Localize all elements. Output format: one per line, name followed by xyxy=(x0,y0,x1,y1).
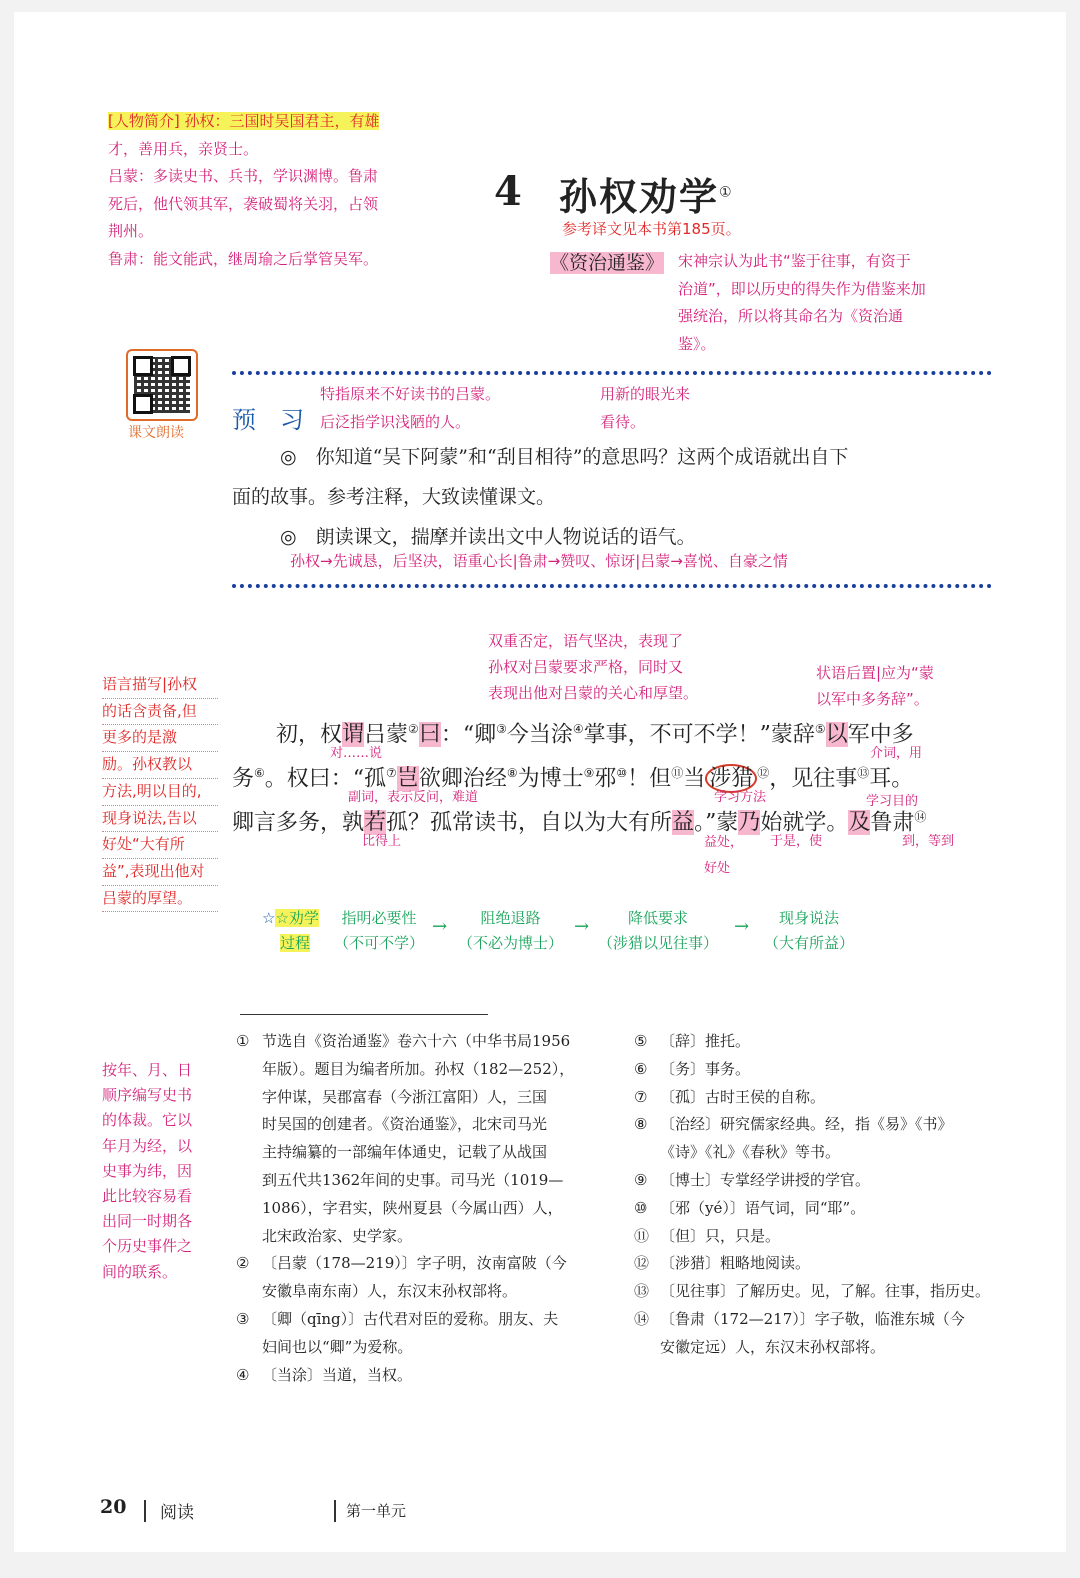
main-text-line-1: 初，权谓吕蒙②曰：“卿③今当涂④掌事，不可不学！”蒙辞⑤以军中多 xyxy=(276,722,914,748)
footnote: ③ 〔卿（qīng）〕古代君对臣的爱称。朋友、夫 妇间也以“卿”为爱称。 xyxy=(236,1309,559,1356)
flow-arrow: → xyxy=(734,916,750,937)
qr-label: 课文朗读 xyxy=(128,425,184,441)
dotted-rule-top xyxy=(232,371,992,375)
anno-study-method: 学习方法 xyxy=(714,790,767,805)
footnote: ⑩ 〔邪（yé）〕语气词，同“耶”。 xyxy=(634,1198,866,1217)
qr-code[interactable] xyxy=(126,349,198,421)
shelie-circled: 涉猎 xyxy=(705,764,757,793)
footer-divider xyxy=(144,1500,146,1522)
anno-study-goal: 学习目的 xyxy=(866,794,919,809)
reference-translation-note: 参考译文见本书第185页。 xyxy=(562,220,741,238)
footnotes-left-column xyxy=(236,1028,606,1389)
flow-step-1: 指明必要性 （不可不学） xyxy=(334,909,425,952)
bio-line: 才，善用兵，亲贤士。 xyxy=(108,139,259,158)
character-bio-note xyxy=(108,108,468,273)
double-negative-note: 双重否定，语气坚决，表现了 孙权对吕蒙要求严格，同时又 表现出他对吕蒙的关心和厚望。 xyxy=(488,632,699,702)
flow-arrow: → xyxy=(574,916,590,937)
anno-dui-shuo: 对……说 xyxy=(330,746,383,761)
preview-heading: 预 习 xyxy=(232,406,304,434)
footnote: ② 〔吕蒙（178—219）〕字子明，汝南富陂（今 安徽阜南东南）人，东汉末孙权部将。 xyxy=(236,1254,567,1301)
preview-item-1: ◎ 你知道“吴下阿蒙”和“刮目相待”的意思吗？这两个成语就出自下 xyxy=(280,446,849,468)
footnote: ⑤ 〔辞〕推托。 xyxy=(634,1032,751,1050)
dotted-rule-bottom xyxy=(232,584,992,588)
footer-unit: 第一单元 xyxy=(346,1502,407,1520)
bio-line: 死后，他代领其军，袭破蜀将关羽，占领 xyxy=(108,194,379,213)
book-title: 《资治通鉴》 xyxy=(550,252,665,274)
footnote: ① 节选自《资治通鉴》卷六十六（中华书局1956 年版）。题目为编者所加。孙权（182—252）， 字仲谋，吴郡富春（今浙江富阳）人，三国 时吴国的创建者。《资治通鉴》，北宋司马光 主持编纂的一部编年体通史，记载了从战国 到五代共1362年间的史事。司马光（1019— 1086），字君实，陕州夏县（今属山西）人， 北宋政治家、史学家。 xyxy=(236,1032,575,1245)
footnote: ⑭ 〔鲁肃（172—217）〕字子敬，临淮东城（今 安徽定远）人，东汉末孙权部将。 xyxy=(634,1309,965,1356)
zizhi-note-lines: 宋神宗认为此书“鉴于往事，有资于 治道”，即以历史的得失作为借鉴来加 强统治，所以将其命名为《资治通 鉴》。 xyxy=(678,252,926,353)
footnote: ⑪ 〔但〕只，只是。 xyxy=(634,1226,781,1245)
adverbial-postposition-note: 状语后置|应为“蒙 以军中多务辞”。 xyxy=(816,664,934,708)
footnote: ⑨ 〔博士〕专掌经学讲授的学官。 xyxy=(634,1170,871,1189)
bio-line: 荆州。 xyxy=(108,222,154,240)
preview-item-2: ◎ 朗读课文，揣摩并读出文中人物说话的语气。 xyxy=(280,526,696,548)
footnote: ⑦ 〔孤〕古时王侯的自称。 xyxy=(634,1087,826,1106)
footnote-separator xyxy=(240,1014,488,1015)
preview-anno-right: 用新的眼光来 看待。 xyxy=(600,385,691,431)
footer-divider xyxy=(334,1500,336,1522)
footnote: ⑫ 〔涉猎〕粗略地阅读。 xyxy=(634,1254,811,1273)
chronicle-style-note: 按年、月、日 顺序编写史书 的体裁。它以 年月为经，以 史事为纬，因 此比较容易看 出同一时期各 个历史事件之 间的联系。 xyxy=(102,1061,193,1281)
study-process-label: ☆☆劝学 过程 xyxy=(262,909,319,952)
textbook-page xyxy=(14,12,1066,1552)
main-text-line-2: 务⑥。权曰：“孤⑦岂欲卿治经⑧为博士⑨邪⑩！但⑪当 涉猎 ⑫，见往事⑬耳。 xyxy=(232,766,914,792)
preview-anno-left: 特指原来不好读书的吕蒙。 后泛指学识浅陋的人。 xyxy=(320,385,501,431)
speech-description-note: 语言描写|孙权 的话含责备,但 更多的是激 励。孙权教以 方法,明以目的, 现身说法,告以 好处“大有所 益”,表现出他对 吕蒙的厚望。 xyxy=(102,672,218,912)
footnote: ⑧ 〔治经〕研究儒家经典。经，指《易》《书》 《诗》《礼》《春秋》等书。 xyxy=(634,1115,953,1162)
footnote: ⑬ 〔见往事〕了解历史。见，了解。往事，指历史。 xyxy=(634,1282,991,1301)
flow-step-4: 现身说法 （大有所益） xyxy=(764,909,855,952)
anno-bi-de-shang: 比得上 xyxy=(362,834,402,849)
anno-jie-ci: 介词，用 xyxy=(870,746,923,761)
footnotes-right-column xyxy=(634,1028,1006,1362)
flow-step-2: 阻绝退路 （不必为博士） xyxy=(458,909,564,952)
footnote: ④ 〔当涂〕当道，当权。 xyxy=(236,1365,413,1384)
anno-fu-ci: 副词，表示反问，难道 xyxy=(348,790,479,805)
preview-item-1-cont: 面的故事。参考注释，大致读懂课文。 xyxy=(232,486,556,508)
bio-line: [人物简介] 孙权：三国时吴国君主，有雄 xyxy=(108,112,380,130)
lesson-title: 孙权劝学① xyxy=(559,174,734,219)
footnote: ⑥ 〔务〕事务。 xyxy=(634,1059,751,1078)
reading-tone-note: 孙权→先诚恳，后坚决，语重心长|鲁肃→赞叹、惊讶|吕蒙→喜悦、自豪之情 xyxy=(290,552,788,570)
lesson-number: 4 xyxy=(494,168,522,215)
footer-section: 阅读 xyxy=(160,1503,194,1523)
bio-line: 吕蒙：多读史书、兵书，学识渊博。鲁肃 xyxy=(108,167,379,185)
flow-arrow: → xyxy=(432,916,448,937)
anno-yi-chu: 益处， 好处 xyxy=(704,835,744,876)
anno-yu-shi: 于是，使 xyxy=(770,834,823,849)
bio-line: 鲁肃：能文能武，继周瑜之后掌管吴军。 xyxy=(108,249,379,268)
anno-dao: 到，等到 xyxy=(902,834,955,849)
flow-step-3: 降低要求 （涉猎以见往事） xyxy=(598,909,719,952)
page-number: 20 xyxy=(100,1496,127,1518)
main-text-line-3: 卿言多务，孰若孤？孤常读书，自以为大有所益。”蒙乃始就学。及鲁肃⑭ xyxy=(232,810,927,836)
